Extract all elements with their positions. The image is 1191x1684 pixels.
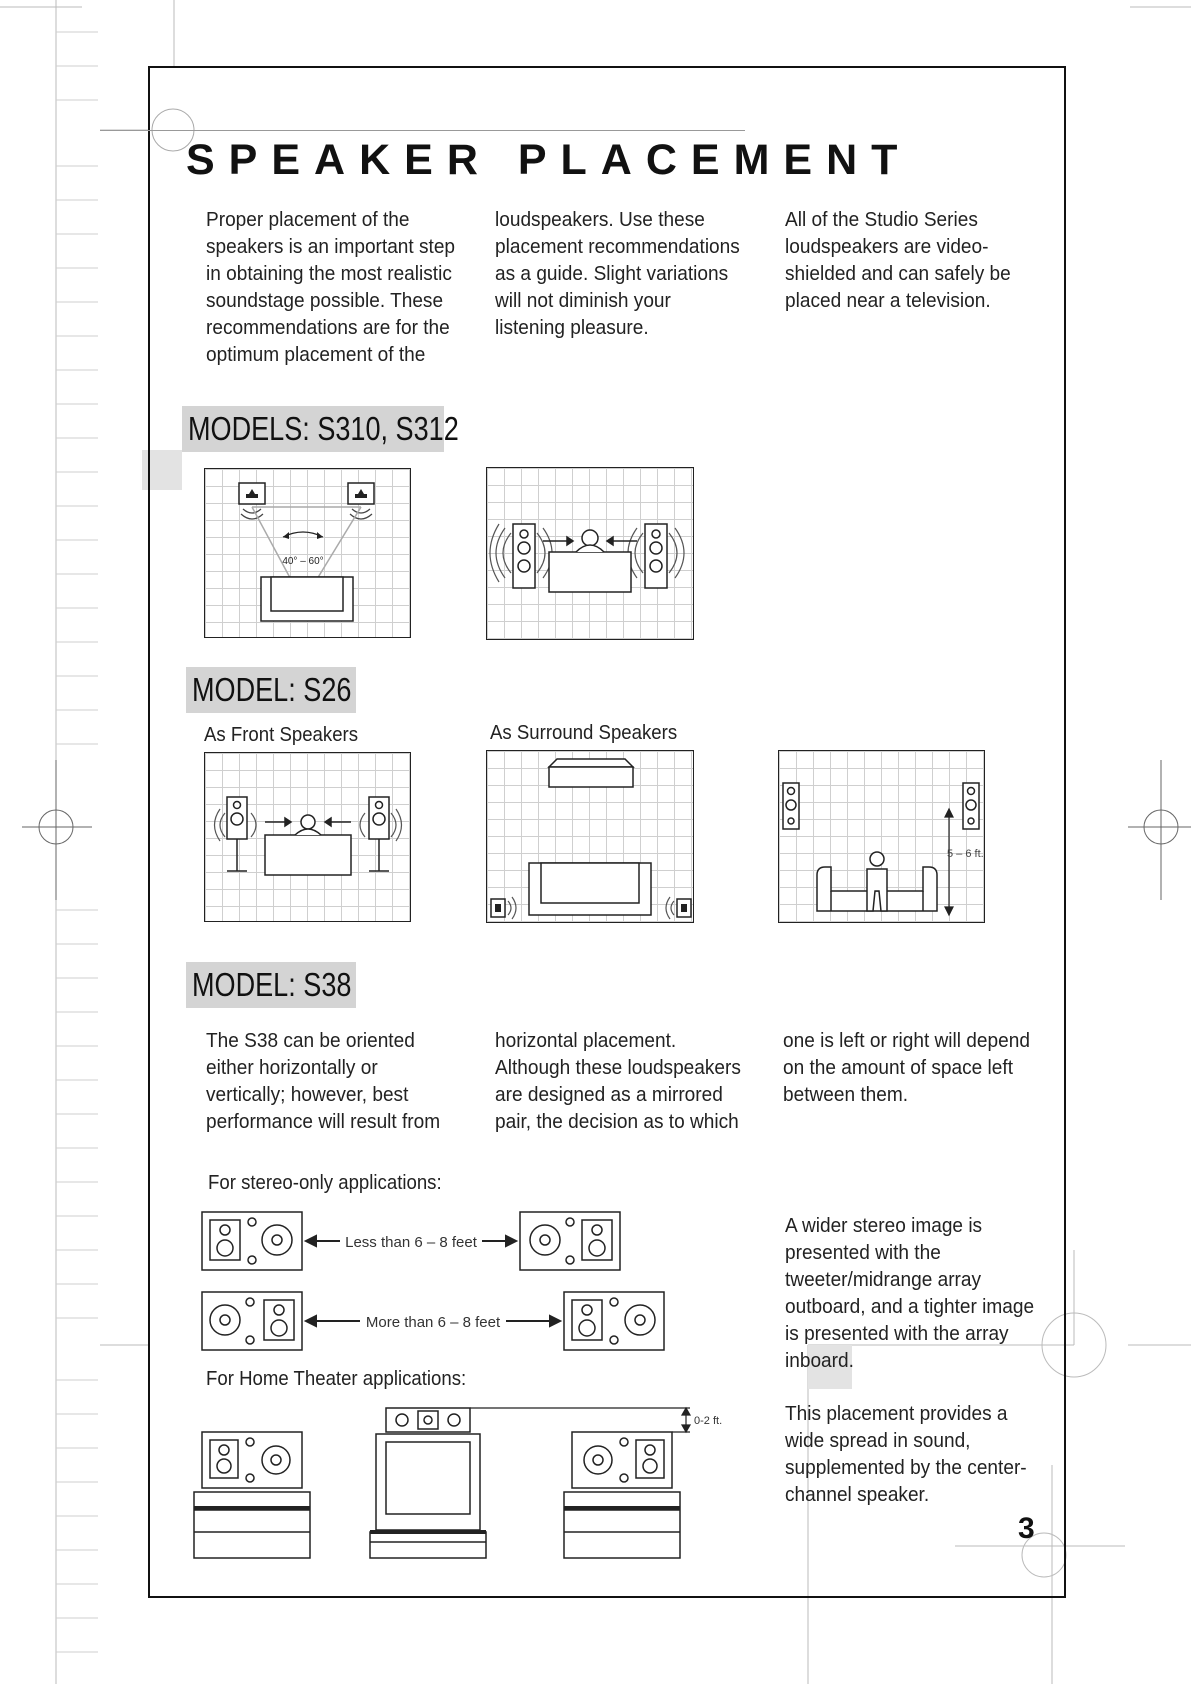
s38-column-3: one is left or right will depend on the amount of space left between them. xyxy=(783,1029,1030,1106)
section-label-text: MODEL: S26 xyxy=(192,671,352,708)
height-label: 0-2 ft. xyxy=(694,1415,723,1427)
diagram-s38-home-theater xyxy=(190,1402,750,1564)
more-than-label: More than 6 – 8 feet xyxy=(365,1314,501,1331)
less-than-label: Less than 6 – 8 feet xyxy=(345,1234,477,1251)
seated-listener-icon xyxy=(870,852,884,866)
section-label-text: MODELS: S310, S312 xyxy=(188,410,459,447)
title-rule xyxy=(100,130,745,131)
theater-heading: For Home Theater applications: xyxy=(206,1368,467,1390)
tv-stand-icon xyxy=(370,1532,486,1558)
page-title: SPEAKER PLACEMENT xyxy=(186,136,912,184)
stand-icon xyxy=(194,1492,310,1558)
s38-column-2: horizontal placement. Although these loudspeakers are designed as a mirrored pair, the decision as to which xyxy=(495,1029,741,1133)
diagram-s38-stereo xyxy=(200,1210,680,1360)
tv-icon xyxy=(549,759,633,767)
stereo-heading: For stereo-only applications: xyxy=(208,1172,442,1194)
diagram-s26-side-height xyxy=(778,750,985,923)
angle-label: 40° – 60° xyxy=(282,556,324,567)
section-label-text: MODEL: S38 xyxy=(192,966,352,1003)
surround-speakers-caption: As Surround Speakers xyxy=(490,722,678,744)
stand-icon xyxy=(564,1492,680,1558)
front-speakers-caption: As Front Speakers xyxy=(204,724,359,746)
diagram-s310-front-view xyxy=(486,467,694,640)
listener-icon xyxy=(582,530,598,546)
section-label-s38 xyxy=(186,962,356,1008)
intro-column-3: All of the Studio Series loudspeakers are video-shielded and can safely be placed near a television. xyxy=(785,208,1011,312)
listener-icon xyxy=(301,815,315,829)
couch-icon xyxy=(265,835,351,875)
intro-column-1: Proper placement of the speakers is an important step in obtaining the most realistic soundstage possible. These recommendations are for the optimum placement of the xyxy=(206,208,456,366)
section-label-s26 xyxy=(186,667,356,713)
page-number: 3 xyxy=(1018,1512,1035,1545)
diagram-s26-front xyxy=(204,752,411,922)
height-label: 5 – 6 ft. xyxy=(947,848,984,860)
intro-column-2: loudspeakers. Use these placement recommendations as a guide. Slight variations will not diminish your listening pleasure. xyxy=(495,208,740,339)
couch-icon xyxy=(549,552,631,592)
stereo-note: A wider stereo image is presented with the tweeter/midrange array outboard, and a tighter image is presented with the array inboard. xyxy=(785,1214,1035,1372)
diagram-s26-surround xyxy=(486,750,694,923)
diagram-s310-top-view xyxy=(204,468,411,638)
s38-column-1: The S38 can be oriented either horizontally or vertically; however, best performance will result from xyxy=(206,1029,441,1133)
section-label-s310-s312 xyxy=(182,406,459,452)
theater-note: This placement provides a wide spread in sound, supplemented by the center-channel speaker. xyxy=(785,1402,1027,1506)
